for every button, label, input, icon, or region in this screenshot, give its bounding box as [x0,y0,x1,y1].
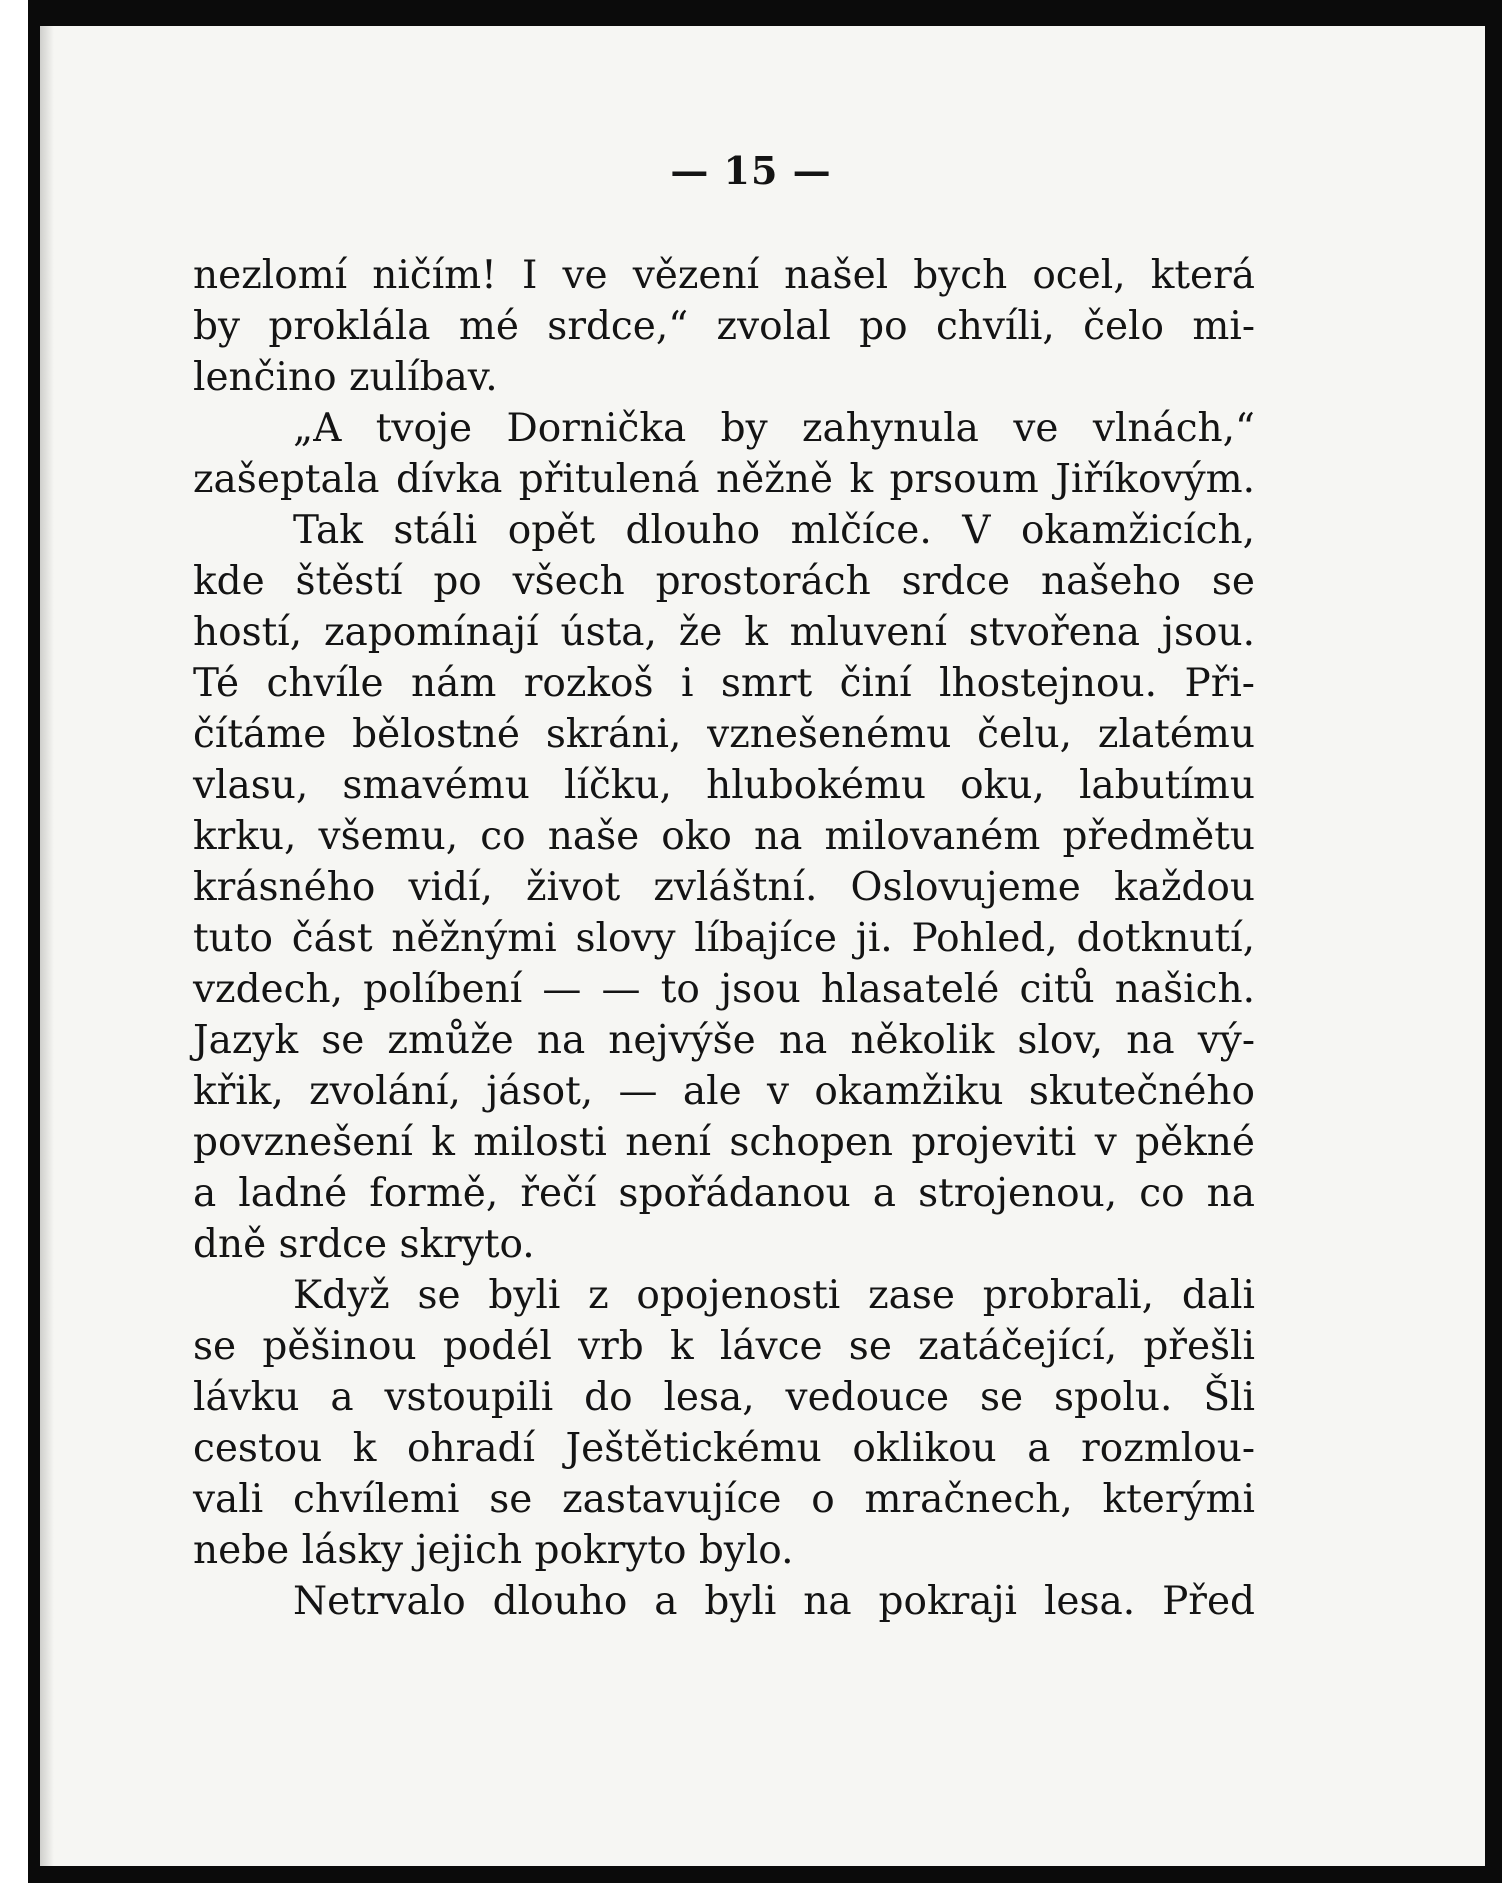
text-line: a ladné formě, řečí spořádanou a strojenou, co na [193,1171,1255,1216]
text-line: vlasu, smavému líčku, hlubokému oku, labutímu [193,763,1255,808]
text-line: tuto část něžnými slovy líbajíce ji. Pohled, dotknutí, [193,916,1255,961]
text-line: krku, všemu, co naše oko na milovaném předmětu [193,814,1255,859]
text-line: povznešení k milosti není schopen projeviti v pěkné [193,1120,1255,1165]
text-line: lenčino zulíbav. [193,355,498,400]
text-line: Tak stáli opět dlouho mlčíce. V okamžicích, [293,508,1255,553]
text-line: Té chvíle nám rozkoš i smrt činí lhostejnou. Při- [193,661,1255,706]
text-line: dně srdce skryto. [193,1222,535,1267]
text-line: hostí, zapomínají ústa, že k mluvení stvořena jsou. [193,610,1255,655]
page-number: — 15 — [670,148,832,193]
text-line: cestou k ohradí Ještětickému oklikou a rozmlou- [193,1426,1255,1471]
text-line: krásného vidí, život zvláštní. Oslovujeme každou [193,865,1255,910]
text-line: nezlomí ničím! I ve vězení našel bych ocel, která [193,253,1255,298]
text-line: Když se byli z opojenosti zase probrali, dali [293,1273,1255,1318]
text-line: by proklála mé srdce,“ zvolal po chvíli, čelo mi- [193,304,1255,349]
text-line: křik, zvolání, jásot, — ale v okamžiku skutečného [193,1069,1255,1114]
text-line: Netrvalo dlouho a byli na pokraji lesa. Před [293,1579,1255,1624]
spine-shadow [40,26,54,1866]
text-line: čítáme bělostné skráni, vznešenému čelu, zlatému [193,712,1255,757]
text-line: kde štěstí po všech prostorách srdce našeho se [193,559,1255,604]
text-line: lávku a vstoupili do lesa, vedouce se spolu. Šli [193,1375,1255,1420]
text-line: vzdech, políbení — — to jsou hlasatelé citů našich. [193,967,1255,1012]
text-line: „A tvoje Dornička by zahynula ve vlnách,“ [293,406,1255,451]
text-line: zašeptala dívka přitulená něžně k prsoum Jiříkovým. [193,457,1255,502]
text-line: nebe lásky jejich pokryto bylo. [193,1528,794,1573]
text-line: vali chvílemi se zastavujíce o mračnech, kterými [193,1477,1255,1522]
adjacent-page-edge [0,0,28,1883]
text-line: Jazyk se zmůže na nejvýše na několik slov, na vý- [193,1018,1255,1063]
text-line: se pěšinou podél vrb k lávce se zatáčející, přešli [193,1324,1255,1369]
page-text [193,250,1255,1627]
